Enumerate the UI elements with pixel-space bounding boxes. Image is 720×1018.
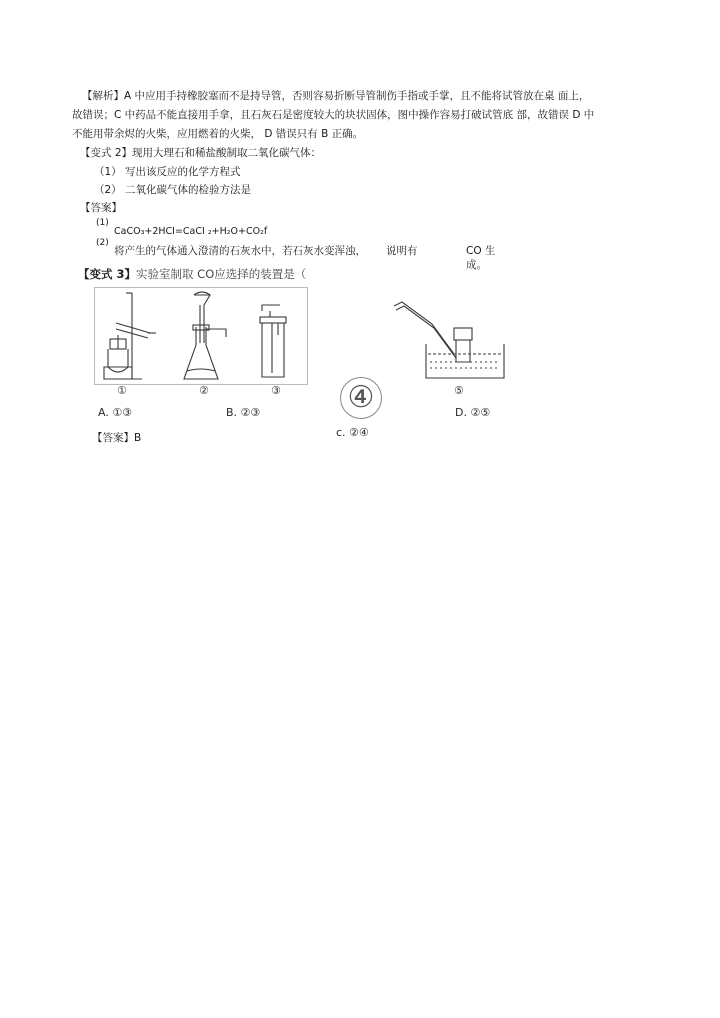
option-b: B. ②③ [226, 406, 261, 419]
answer-2-text: 将产生的气体通入澄清的石灰水中，若石灰水变浑浊， [114, 245, 366, 257]
variant3-label: 【变式 3】 [78, 267, 137, 281]
analysis-line-3: 不能用带余烬的火柴，应用燃着的火柴， D 错误只有 B 正确。 [72, 128, 364, 140]
apparatus-figure-left [94, 287, 308, 385]
caption-1: ① [117, 384, 127, 397]
answer-2-middle: 说明有 [386, 245, 418, 257]
caption-3: ③ [271, 384, 281, 397]
option-d: D. ②⑤ [455, 406, 491, 419]
option-a: A. ①③ [98, 406, 133, 419]
variant3-answer: 【答案】B [92, 432, 142, 444]
answer-2-end-2: 成。 [466, 259, 487, 271]
variant3-question: 实验室制取 CO应选择的装置是（ [136, 267, 307, 281]
variant2-title: 【变式 2】现用大理石和稀盐酸制取二氧化碳气体： [80, 147, 322, 159]
option-c: c. ②④ [336, 426, 369, 439]
variant2-answer-label: 【答案】 [80, 202, 122, 214]
caption-5: ⑤ [454, 384, 464, 397]
apparatus-2-flask-with-funnel [184, 292, 226, 379]
answer-2-number: (2) [96, 238, 109, 248]
apparatus-1-heating-tube [104, 293, 156, 379]
variant2-question-1: （1） 写出该反应的化学方程式 [94, 166, 241, 178]
caption-4-circled-large: ④ [340, 377, 382, 419]
variant3-title [78, 266, 306, 282]
variant2-question-2: （2） 二氧化碳气体的检验方法是 [94, 184, 252, 196]
answer-1-number: (1) [96, 218, 109, 228]
apparatus-5-water-trough [392, 298, 507, 384]
answer-2-end-1: CO 生 [466, 245, 496, 257]
analysis-line-1: 【解析】A 中应用手持橡胶塞而不是持导管，否则容易折断导管制伤手指或手掌，且不能将试管放在桌 面上， [82, 90, 590, 102]
apparatus-3-gas-jar [260, 305, 286, 377]
analysis-line-2: 故错误；C 中药品不能直接用手拿，且石灰石是密度较大的块状固体，图中操作容易打破试管底 部，故错误 D 中 [72, 109, 595, 121]
answer-1-equation: CaCO₃+2HCI=CaCI ₂+H₂O+CO₂f [114, 226, 268, 237]
caption-2: ② [199, 384, 209, 397]
